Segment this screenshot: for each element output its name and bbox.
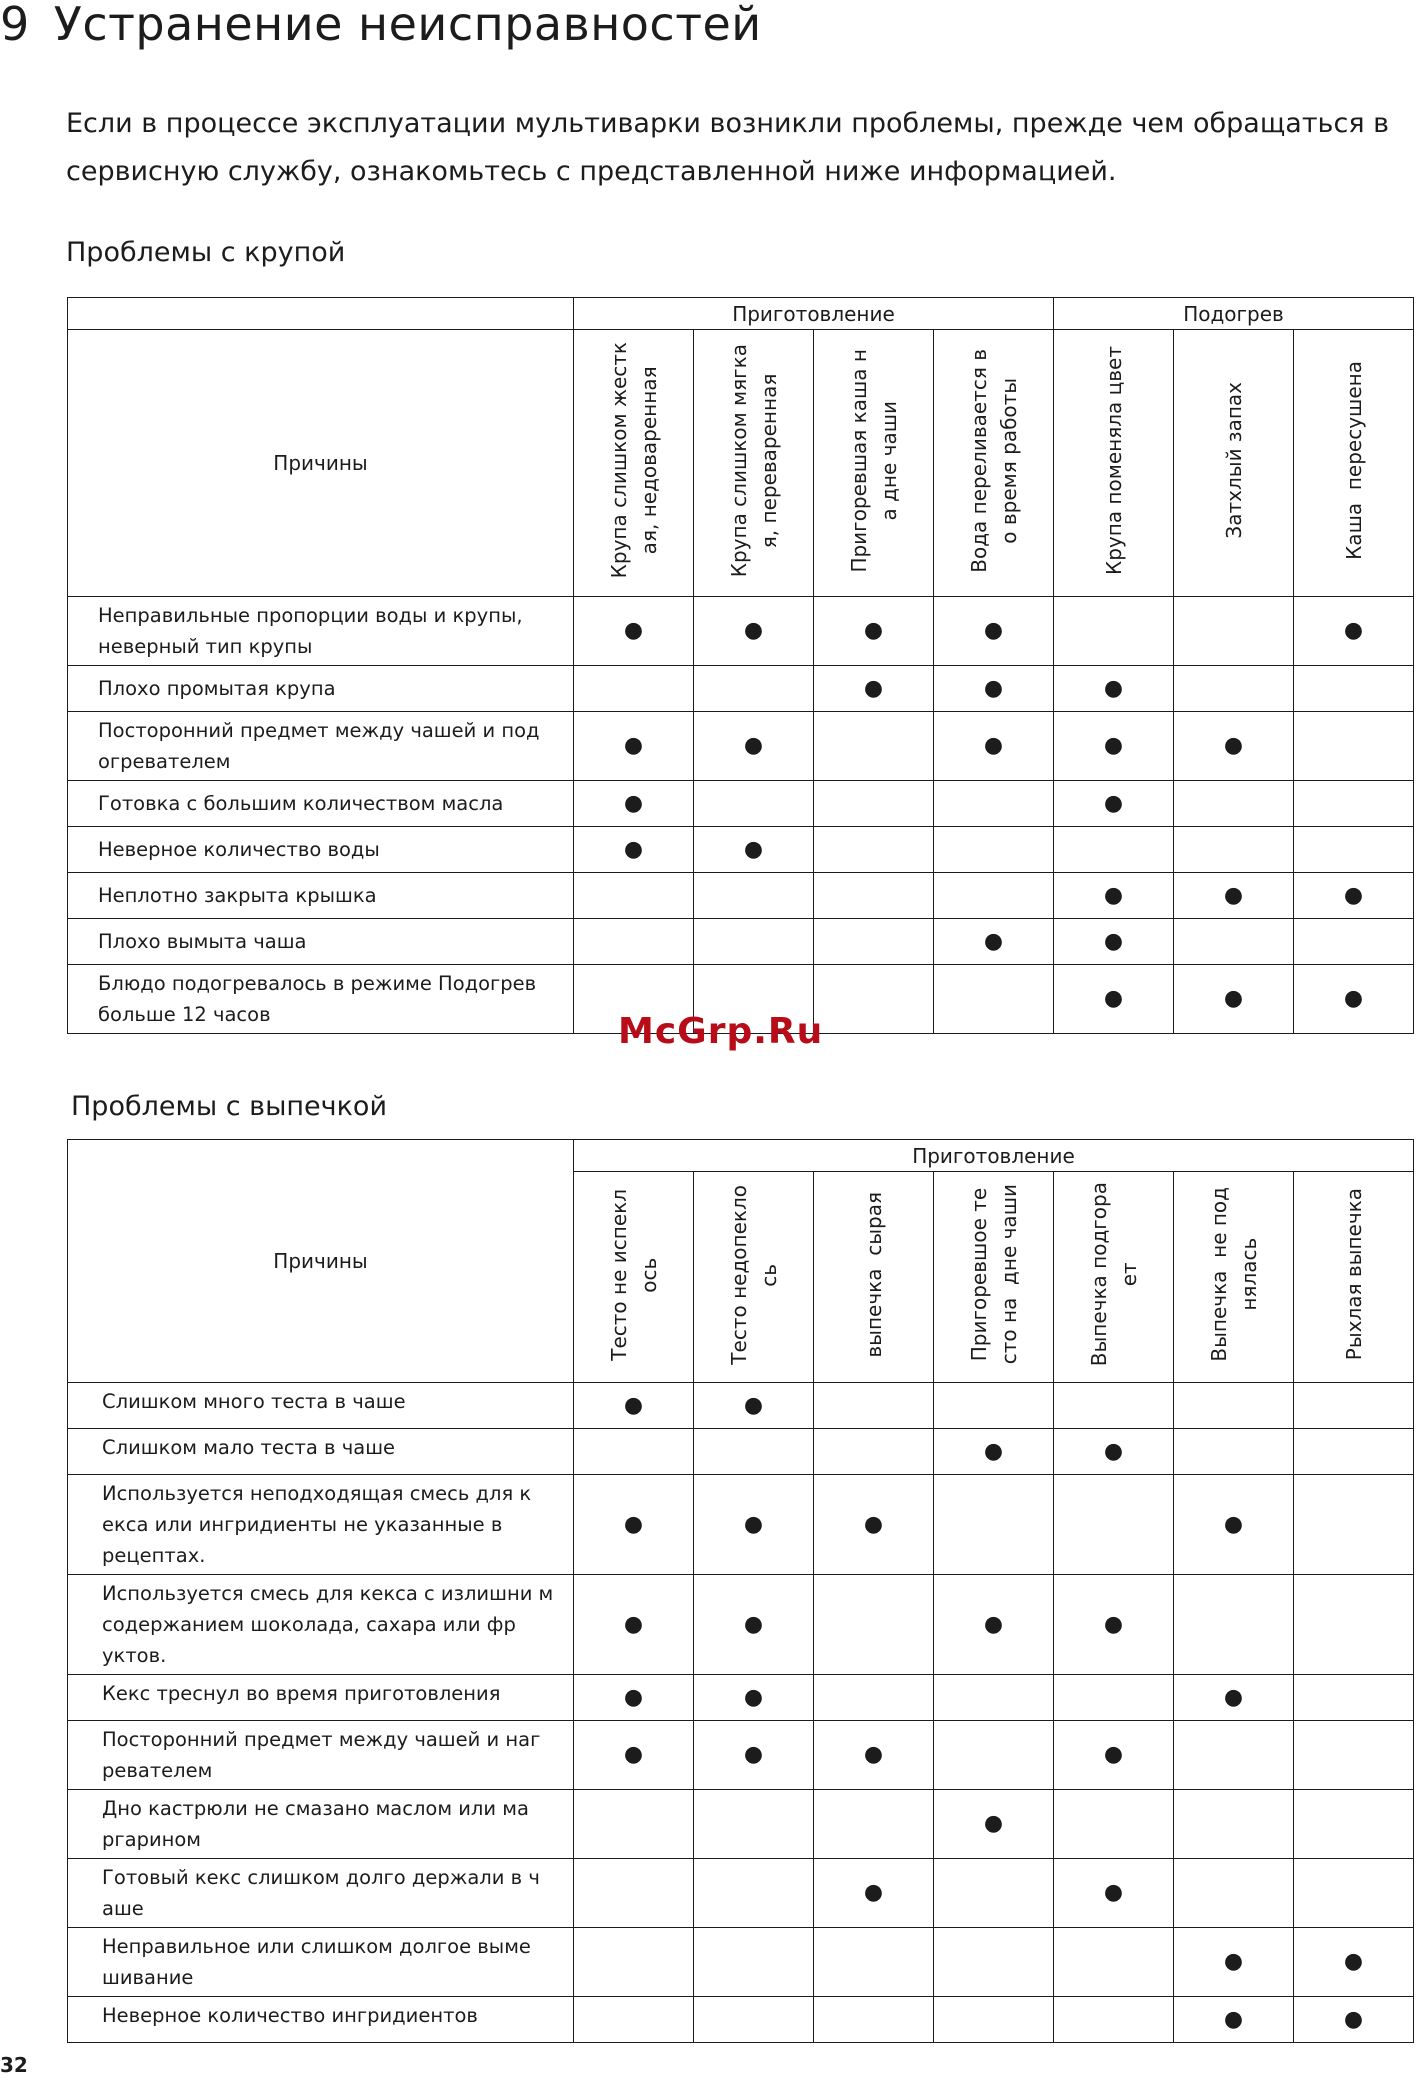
mark-cell <box>934 1721 1054 1790</box>
group-cooking-header: Приготовление <box>574 298 1054 330</box>
cause-cell: Неверное количество воды <box>68 827 574 873</box>
mark-cell <box>1294 1575 1414 1675</box>
mark-cell <box>1294 666 1414 712</box>
mark-cell <box>1174 1429 1294 1475</box>
mark-cell <box>934 873 1054 919</box>
mark-cell <box>814 1675 934 1721</box>
mark-cell <box>694 1429 814 1475</box>
mark-cell <box>1294 712 1414 781</box>
mark-cell: ● <box>1054 873 1174 919</box>
mark-cell <box>934 1475 1054 1575</box>
mark-cell: ● <box>1294 597 1414 666</box>
mark-cell: ● <box>934 712 1054 781</box>
mark-cell <box>1294 1675 1414 1721</box>
mark-cell: ● <box>1174 965 1294 1034</box>
mark-cell: ● <box>574 1721 694 1790</box>
mark-cell <box>694 666 814 712</box>
mark-cell: ● <box>934 1575 1054 1675</box>
mark-cell <box>814 965 934 1034</box>
table-group-header-row <box>68 1140 1414 1172</box>
group-warm-header: Подогрев <box>1054 298 1414 330</box>
column-header: Крупа поменяла цвет <box>1054 330 1174 597</box>
mark-cell <box>1294 919 1414 965</box>
cause-cell: Плохо вымыта чаша <box>68 919 574 965</box>
column-header: Вода переливается в о время работы <box>934 330 1054 597</box>
table-row <box>68 712 1414 781</box>
mark-cell <box>814 1383 934 1429</box>
cause-cell: Неправильное или слишком долгое выме шивание <box>68 1928 574 1997</box>
mark-cell: ● <box>1174 712 1294 781</box>
mark-cell: ● <box>574 712 694 781</box>
mark-cell <box>1294 1790 1414 1859</box>
baking-problems-table <box>67 1139 1414 2043</box>
cereal-section-title: Проблемы с крупой <box>66 237 346 268</box>
column-header: Тесто недопекло сь <box>694 1172 814 1383</box>
mark-cell <box>1054 1790 1174 1859</box>
cause-cell: Неплотно закрыта крышка <box>68 873 574 919</box>
mark-cell: ● <box>814 666 934 712</box>
mark-cell: ● <box>1054 781 1174 827</box>
mark-cell <box>1054 1928 1174 1997</box>
mark-cell: ● <box>1054 712 1174 781</box>
cause-cell: Дно кастрюли не смазано маслом или ма ргарином <box>68 1790 574 1859</box>
mark-cell <box>1174 1383 1294 1429</box>
mark-cell <box>574 1790 694 1859</box>
mark-cell: ● <box>574 827 694 873</box>
mark-cell: ● <box>574 1675 694 1721</box>
mark-cell <box>694 1859 814 1928</box>
cause-cell: Слишком много теста в чаше <box>68 1383 574 1429</box>
group-cooking-header: Приготовление <box>574 1140 1414 1172</box>
table-row <box>68 919 1414 965</box>
cause-cell: Используется смесь для кекса с излишни м содержанием шоколада, сахара или фр уктов. <box>68 1575 574 1675</box>
mark-cell <box>934 827 1054 873</box>
mark-cell <box>814 712 934 781</box>
baking-section-title: Проблемы с выпечкой <box>71 1091 387 1122</box>
mark-cell <box>814 1790 934 1859</box>
mark-cell: ● <box>694 827 814 873</box>
mark-cell <box>1054 827 1174 873</box>
mark-cell <box>574 873 694 919</box>
mark-cell <box>694 781 814 827</box>
table-row <box>68 1383 1414 1429</box>
watermark: McGrp.Ru <box>618 1011 824 1052</box>
mark-cell: ● <box>1054 919 1174 965</box>
mark-cell <box>814 1997 934 2043</box>
mark-cell <box>1174 1790 1294 1859</box>
mark-cell: ● <box>574 1575 694 1675</box>
cause-cell: Блюдо подогревалось в режиме Подогрев больше 12 часов <box>68 965 574 1034</box>
mark-cell: ● <box>1054 1429 1174 1475</box>
mark-cell: ● <box>814 1475 934 1575</box>
mark-cell: ● <box>1174 1928 1294 1997</box>
mark-cell <box>1054 1475 1174 1575</box>
section-number: 9 <box>0 0 30 51</box>
cause-cell: Плохо промытая крупа <box>68 666 574 712</box>
mark-cell: ● <box>574 597 694 666</box>
table-row <box>68 1997 1414 2043</box>
mark-cell: ● <box>934 1790 1054 1859</box>
mark-cell: ● <box>1054 1575 1174 1675</box>
table-row <box>68 873 1414 919</box>
page-heading <box>0 0 762 51</box>
mark-cell <box>1174 827 1294 873</box>
mark-cell: ● <box>814 1859 934 1928</box>
mark-cell <box>694 1928 814 1997</box>
mark-cell <box>1174 1859 1294 1928</box>
mark-cell <box>934 965 1054 1034</box>
mark-cell <box>1054 597 1174 666</box>
mark-cell <box>1294 781 1414 827</box>
reasons-header: Причины <box>68 330 574 597</box>
table-row <box>68 1790 1414 1859</box>
mark-cell <box>1294 1383 1414 1429</box>
mark-cell <box>1174 597 1294 666</box>
mark-cell <box>694 873 814 919</box>
mark-cell: ● <box>694 1575 814 1675</box>
section-title: Устранение неисправностей <box>53 0 762 51</box>
mark-cell <box>574 1429 694 1475</box>
mark-cell <box>1294 1859 1414 1928</box>
mark-cell <box>814 1575 934 1675</box>
mark-cell <box>934 781 1054 827</box>
column-header: Каша пересушена <box>1294 330 1414 597</box>
table-row <box>68 1575 1414 1675</box>
mark-cell: ● <box>694 1475 814 1575</box>
mark-cell: ● <box>934 666 1054 712</box>
table-row <box>68 1475 1414 1575</box>
column-header: Крупа слишком мягка я, переваренная <box>694 330 814 597</box>
cause-cell: Используется неподходящая смесь для к екса или ингридиенты не указанные в рецептах. <box>68 1475 574 1575</box>
page-number: 32 <box>0 2053 28 2077</box>
mark-cell: ● <box>1294 1928 1414 1997</box>
mark-cell <box>814 827 934 873</box>
mark-cell <box>1294 1475 1414 1575</box>
table-row <box>68 827 1414 873</box>
mark-cell <box>694 919 814 965</box>
mark-cell <box>814 1429 934 1475</box>
mark-cell: ● <box>694 712 814 781</box>
blank-header-cell <box>68 298 574 330</box>
table-row <box>68 597 1414 666</box>
table-row <box>68 1721 1414 1790</box>
mark-cell <box>1294 1721 1414 1790</box>
table-row <box>68 1928 1414 1997</box>
mark-cell <box>574 1859 694 1928</box>
mark-cell <box>1174 919 1294 965</box>
mark-cell: ● <box>1174 873 1294 919</box>
cause-cell: Слишком мало теста в чаше <box>68 1429 574 1475</box>
mark-cell <box>934 1928 1054 1997</box>
mark-cell: ● <box>574 781 694 827</box>
mark-cell: ● <box>814 597 934 666</box>
mark-cell: ● <box>1294 873 1414 919</box>
mark-cell <box>934 1383 1054 1429</box>
mark-cell: ● <box>694 597 814 666</box>
cereal-problems-table <box>67 297 1414 1034</box>
mark-cell <box>694 1997 814 2043</box>
cause-cell: Неверное количество ингридиентов <box>68 1997 574 2043</box>
column-header: Пригоревшая каша н а дне чаши <box>814 330 934 597</box>
table-row <box>68 666 1414 712</box>
mark-cell: ● <box>1174 1475 1294 1575</box>
mark-cell: ● <box>1054 666 1174 712</box>
mark-cell <box>574 1928 694 1997</box>
mark-cell: ● <box>1054 965 1174 1034</box>
mark-cell: ● <box>1294 1997 1414 2043</box>
mark-cell <box>814 781 934 827</box>
cause-cell: Неправильные пропорции воды и крупы, неверный тип крупы <box>68 597 574 666</box>
table-row <box>68 1675 1414 1721</box>
mark-cell: ● <box>814 1721 934 1790</box>
mark-cell: ● <box>574 1383 694 1429</box>
column-header: Рыхлая выпечка <box>1294 1172 1414 1383</box>
mark-cell <box>574 1997 694 2043</box>
mark-cell: ● <box>1294 965 1414 1034</box>
mark-cell <box>1174 1721 1294 1790</box>
mark-cell: ● <box>1174 1675 1294 1721</box>
mark-cell: ● <box>1054 1859 1174 1928</box>
cause-cell: Посторонний предмет между чашей и под огревателем <box>68 712 574 781</box>
intro-text: Если в процессе эксплуатации мультиварки возникли проблемы, прежде чем обращаться в сервисную службу, ознакомьтесь с представленной ниже информацией. <box>66 108 1390 187</box>
column-header: Тесто не испекл ось <box>574 1172 694 1383</box>
mark-cell <box>934 1997 1054 2043</box>
mark-cell: ● <box>574 1475 694 1575</box>
mark-cell <box>934 1859 1054 1928</box>
mark-cell <box>1174 666 1294 712</box>
column-header: Выпечка подгора ет <box>1054 1172 1174 1383</box>
cause-cell: Готовый кекс слишком долго держали в ч аше <box>68 1859 574 1928</box>
table-column-header-row <box>68 330 1414 597</box>
cause-cell: Посторонний предмет между чашей и наг ревателем <box>68 1721 574 1790</box>
mark-cell <box>1054 1675 1174 1721</box>
column-header: Затхлый запах <box>1174 330 1294 597</box>
mark-cell <box>1174 781 1294 827</box>
table-row <box>68 781 1414 827</box>
mark-cell <box>814 919 934 965</box>
mark-cell <box>574 919 694 965</box>
mark-cell: ● <box>1054 1721 1174 1790</box>
cause-cell: Кекс треснул во время приготовления <box>68 1675 574 1721</box>
column-header: Крупа слишком жестк ая, недоваренная <box>574 330 694 597</box>
mark-cell: ● <box>694 1721 814 1790</box>
cause-cell: Готовка с большим количеством масла <box>68 781 574 827</box>
mark-cell <box>574 666 694 712</box>
mark-cell: ● <box>694 1675 814 1721</box>
mark-cell <box>934 1675 1054 1721</box>
mark-cell: ● <box>1174 1997 1294 2043</box>
column-header: Выпечка не под нялась <box>1174 1172 1294 1383</box>
mark-cell <box>1294 1429 1414 1475</box>
mark-cell: ● <box>934 597 1054 666</box>
mark-cell <box>1054 1383 1174 1429</box>
column-header: выпечка сырая <box>814 1172 934 1383</box>
mark-cell <box>1174 1575 1294 1675</box>
mark-cell <box>814 873 934 919</box>
mark-cell: ● <box>694 1383 814 1429</box>
mark-cell: ● <box>934 919 1054 965</box>
mark-cell: ● <box>934 1429 1054 1475</box>
table-group-header-row <box>68 298 1414 330</box>
column-header: Пригоревшое те сто на дне чаши <box>934 1172 1054 1383</box>
mark-cell <box>814 1928 934 1997</box>
mark-cell <box>694 1790 814 1859</box>
mark-cell <box>1054 1997 1174 2043</box>
mark-cell <box>1294 827 1414 873</box>
table-row <box>68 1859 1414 1928</box>
reasons-header: Причины <box>68 1140 574 1383</box>
table-row <box>68 1429 1414 1475</box>
